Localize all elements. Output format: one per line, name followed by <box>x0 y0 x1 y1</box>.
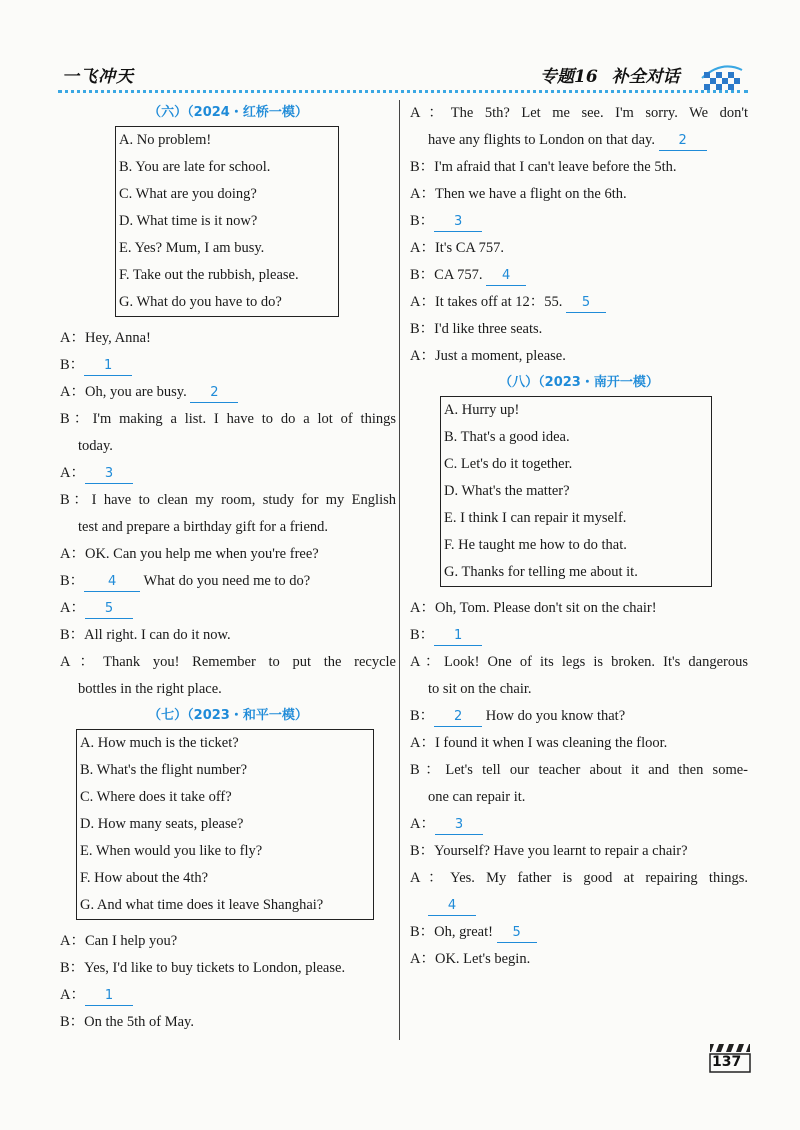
dialogue-line: A：Look! One of its legs is broken. It's dangerous <box>410 654 748 670</box>
section-7-options-box <box>76 729 374 920</box>
dialogue-line: A：OK. Let's begin. <box>410 951 531 967</box>
option-a: A. How much is the ticket? <box>80 735 239 751</box>
dialogue-line: A：Thank you! Remember to put the recycle <box>60 654 396 670</box>
option-b: B. What's the flight number? <box>80 762 248 778</box>
section-7-title: （七）（2023・和平一模） <box>148 708 308 723</box>
dialogue-line: A：Yes. My father is good at repairing things. <box>410 870 748 886</box>
option-c: C. Where does it take off? <box>80 789 232 805</box>
page-number: 137 <box>712 1054 742 1070</box>
dialogue-line: A：Just a moment, please. <box>410 348 566 364</box>
option-e: E. When would you like to fly? <box>80 843 263 859</box>
dialogue-line: B： 2 How do you know that? <box>410 703 748 730</box>
option-a: A. No problem! <box>119 132 212 148</box>
option-f: F. He taught me how to do that. <box>444 537 627 553</box>
answer-blank[interactable]: 2 <box>434 708 482 727</box>
dialogue-line-continued: bottles in the right place. <box>78 681 222 697</box>
dialogue-line-continued: test and prepare a birthday gift for a friend. <box>78 519 329 535</box>
answer-blank[interactable]: 2 <box>659 132 707 151</box>
checker-decoration-icon <box>700 56 744 90</box>
dialogue-line-continued: one can repair it. <box>428 789 526 805</box>
dialogue-line: A： 3 <box>60 460 396 487</box>
section-6-options-box <box>115 126 339 317</box>
dialogue-line: B：I'm afraid that I can't leave before the 5th. <box>410 159 677 175</box>
section-6-title: （六）（2024・红桥一模） <box>148 105 308 120</box>
option-g: G. Thanks for telling me about it. <box>444 564 638 580</box>
answer-blank[interactable]: 3 <box>85 465 133 484</box>
section-8-options-box <box>440 396 712 587</box>
option-g: G. And what time does it leave Shanghai? <box>80 897 324 913</box>
right-column <box>410 100 748 973</box>
dialogue-line: A：It takes off at 12：55. 5 <box>410 289 748 316</box>
answer-blank[interactable]: 4 <box>84 573 140 592</box>
section-8-title: （八）（2023・南开一模） <box>499 375 659 390</box>
option-c: C. What are you doing? <box>119 186 257 202</box>
dialogue-line: B： 3 <box>410 208 748 235</box>
dialogue-line: A：It's CA 757. <box>410 240 505 256</box>
dialogue-line: B： 1 <box>60 352 396 379</box>
dialogue-line: B：CA 757. 4 <box>410 262 748 289</box>
answer-blank[interactable]: 3 <box>434 213 482 232</box>
header-dotted-rule <box>58 90 748 93</box>
dialogue-line: B：I'm making a list. I have to do a lot of things <box>60 411 396 427</box>
dialogue-line: B：All right. I can do it now. <box>60 627 231 643</box>
topic-heading <box>540 62 694 87</box>
dialogue-line: A： 5 <box>60 595 396 622</box>
dialogue-line-continued <box>410 892 748 919</box>
dialogue-line-continued: today. <box>78 438 113 454</box>
left-column <box>60 100 396 1036</box>
dialogue-line: B：I have to clean my room, study for my English <box>60 492 396 508</box>
topic-number: 专题16 <box>540 67 598 87</box>
dialogue-line: A：Oh, you are busy. 2 <box>60 379 396 406</box>
option-c: C. Let's do it together. <box>444 456 573 472</box>
answer-blank[interactable]: 5 <box>497 924 537 943</box>
dialogue-line: B： 1 <box>410 622 748 649</box>
option-b: B. That's a good idea. <box>444 429 570 445</box>
option-a: A. Hurry up! <box>444 402 520 418</box>
option-f: F. Take out the rubbish, please. <box>119 267 299 283</box>
dialogue-line: A：The 5th? Let me see. I'm sorry. We don't <box>410 105 748 121</box>
dialogue-line: A：Can I help you? <box>60 933 178 949</box>
dialogue-line: B：I'd like three seats. <box>410 321 543 337</box>
dialogue-line: B：Yes, I'd like to buy tickets to London, please. <box>60 960 346 976</box>
option-f: F. How about the 4th? <box>80 870 209 886</box>
dialogue-line: B：Let's tell our teacher about it and then some- <box>410 762 748 778</box>
answer-blank[interactable]: 1 <box>84 357 132 376</box>
dialogue-line: B：Yourself? Have you learnt to repair a chair? <box>410 843 688 859</box>
page-header <box>0 0 800 100</box>
dialogue-line: B：Oh, great! 5 <box>410 919 748 946</box>
option-b: B. You are late for school. <box>119 159 271 175</box>
answer-blank[interactable]: 4 <box>428 897 476 916</box>
topic-name: 补全对话 <box>611 67 680 87</box>
answer-blank[interactable]: 2 <box>190 384 238 403</box>
dialogue-line: A：OK. Can you help me when you're free? <box>60 546 319 562</box>
answer-blank[interactable]: 4 <box>486 267 526 286</box>
dialogue-line: B： 4 What do you need me to do? <box>60 568 396 595</box>
dialogue-line: A： 3 <box>410 811 748 838</box>
dialogue-line: A：Hey, Anna! <box>60 330 151 346</box>
page-number-badge <box>706 1040 756 1076</box>
dialogue-line-continued: have any flights to London on that day. 2 <box>410 127 748 154</box>
option-d: D. What time is it now? <box>119 213 258 229</box>
option-d: D. How many seats, please? <box>80 816 244 832</box>
option-e: E. Yes? Mum, I am busy. <box>119 240 265 256</box>
answer-blank[interactable]: 1 <box>434 627 482 646</box>
dialogue-line: A：Then we have a flight on the 6th. <box>410 186 627 202</box>
dialogue-line: A： 1 <box>60 982 396 1009</box>
answer-blank[interactable]: 5 <box>566 294 606 313</box>
answer-blank[interactable]: 3 <box>435 816 483 835</box>
column-divider <box>399 100 400 1040</box>
brand-logo-text: 一飞冲天 <box>62 67 134 87</box>
answer-blank[interactable]: 1 <box>85 987 133 1006</box>
dialogue-line: A：I found it when I was cleaning the floor. <box>410 735 668 751</box>
dialogue-line-continued: to sit on the chair. <box>428 681 532 697</box>
option-e: E. I think I can repair it myself. <box>444 510 627 526</box>
option-g: G. What do you have to do? <box>119 294 282 310</box>
option-d: D. What's the matter? <box>444 483 570 499</box>
answer-blank[interactable]: 5 <box>85 600 133 619</box>
dialogue-line: A：Oh, Tom. Please don't sit on the chair! <box>410 600 657 616</box>
dialogue-line: B：On the 5th of May. <box>60 1014 194 1030</box>
